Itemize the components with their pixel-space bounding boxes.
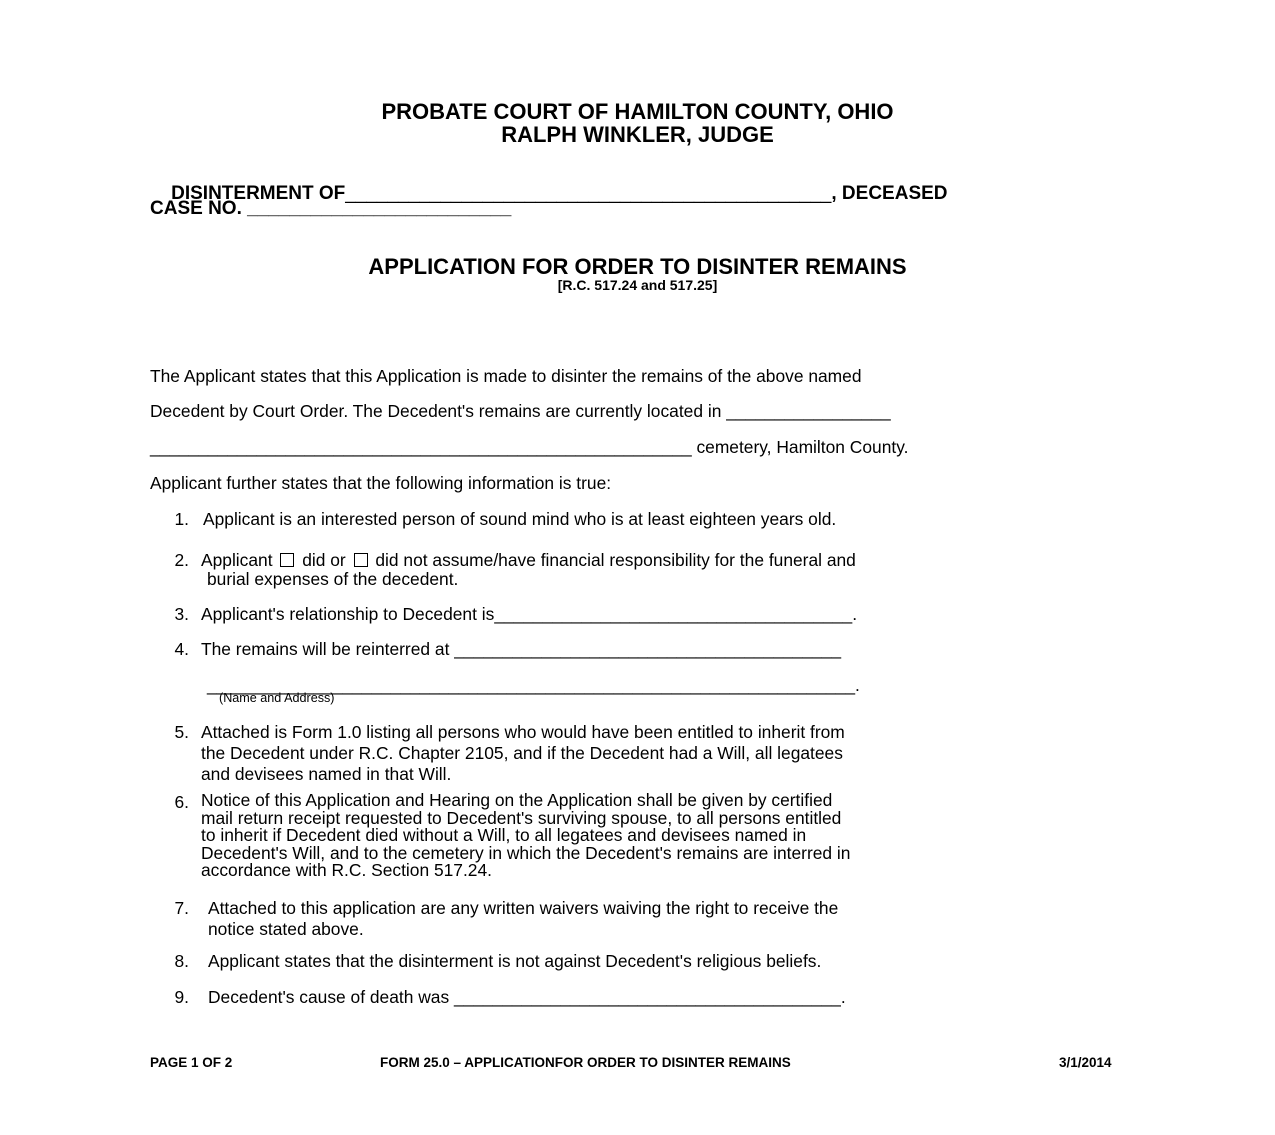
name-and-address-label: (Name and Address) — [219, 691, 335, 705]
item-5-text: Attached is Form 1.0 listing all persons who would have been entitled to inherit from the Decedent under R.C. Chapter 2105, and if the Decedent had a Will, all legatees and devisees named in that Will. — [201, 722, 845, 784]
cause-of-death-field[interactable]: Decedent's cause of death was ________________________________________. — [208, 987, 846, 1007]
item-8-text: Applicant states that the disinterment is not against Decedent's religious beliefs. — [208, 951, 822, 971]
item-number: 6. — [174, 792, 189, 812]
footer-page-number: PAGE 1 OF 2 — [150, 1055, 233, 1070]
form-title: APPLICATION FOR ORDER TO DISINTER REMAINS — [368, 254, 907, 279]
intro-line-2[interactable]: Decedent by Court Order. The Decedent's remains are currently located in _________________ — [150, 401, 891, 421]
item-number: 8. — [174, 951, 189, 971]
item-2-line-2: burial expenses of the decedent. — [207, 569, 459, 589]
footer-date: 3/1/2014 — [1059, 1055, 1112, 1070]
relationship-field[interactable]: Applicant's relationship to Decedent is_____________________________________. — [201, 604, 858, 624]
item-number: 4. — [174, 639, 189, 659]
cemetery-field[interactable]: ________________________________________________________ cemetery, Hamilton County. — [150, 437, 909, 457]
intro-line-1: The Applicant states that this Application is made to disinter the remains of the above named — [150, 366, 862, 386]
decedent-name-field[interactable]: ______________________________________________ — [345, 183, 832, 204]
did-checkbox[interactable] — [280, 553, 294, 567]
did-not-checkbox[interactable] — [354, 553, 368, 567]
intro-line-4: Applicant further states that the following information is true: — [150, 473, 612, 493]
item-number: 3. — [174, 604, 189, 624]
item-1-text: Applicant is an interested person of sound mind who is at least eighteen years old. — [203, 509, 837, 529]
deceased-label: , DECEASED — [831, 183, 948, 204]
item-2-text: Applicant did or did not assume/have financial responsibility for the funeral and — [201, 550, 856, 570]
footer-form-name: FORM 25.0 – APPLICATIONFOR ORDER TO DISINTER REMAINS — [380, 1055, 791, 1070]
disinterment-label: DISINTERMENT OF — [171, 183, 346, 204]
court-name: PROBATE COURT OF HAMILTON COUNTY, OHIO — [381, 99, 894, 124]
reinterment-field[interactable]: The remains will be reinterred at ________________________________________ — [201, 639, 842, 659]
item-number: 2. — [174, 550, 189, 570]
item-number: 9. — [174, 987, 189, 1007]
item-number: 1. — [174, 509, 189, 529]
statute-reference: [R.C. 517.24 and 517.25] — [557, 277, 718, 293]
item-number: 7. — [174, 898, 189, 918]
judge-name: RALPH WINKLER, JUDGE — [501, 122, 774, 147]
item-7-text: Attached to this application are any written waivers waiving the right to receive the notice stated above. — [208, 898, 839, 939]
case-number-field[interactable]: CASE NO. _________________________ — [150, 198, 512, 219]
item-number: 5. — [174, 722, 189, 742]
item-6-text: Notice of this Application and Hearing on the Application shall be given by certified mail return receipt requested to Decedent's surviving spouse, to all persons entitled to inherit if Decedent died without a Will, to all legatees and devisees named in Decedent's Will, and to the cemetery in which the Decedent's remains are interred in accordance with R.C. Section 517.24. — [201, 790, 851, 881]
reinterment-address-field[interactable]: ___________________________________________________________________. — [207, 675, 860, 695]
